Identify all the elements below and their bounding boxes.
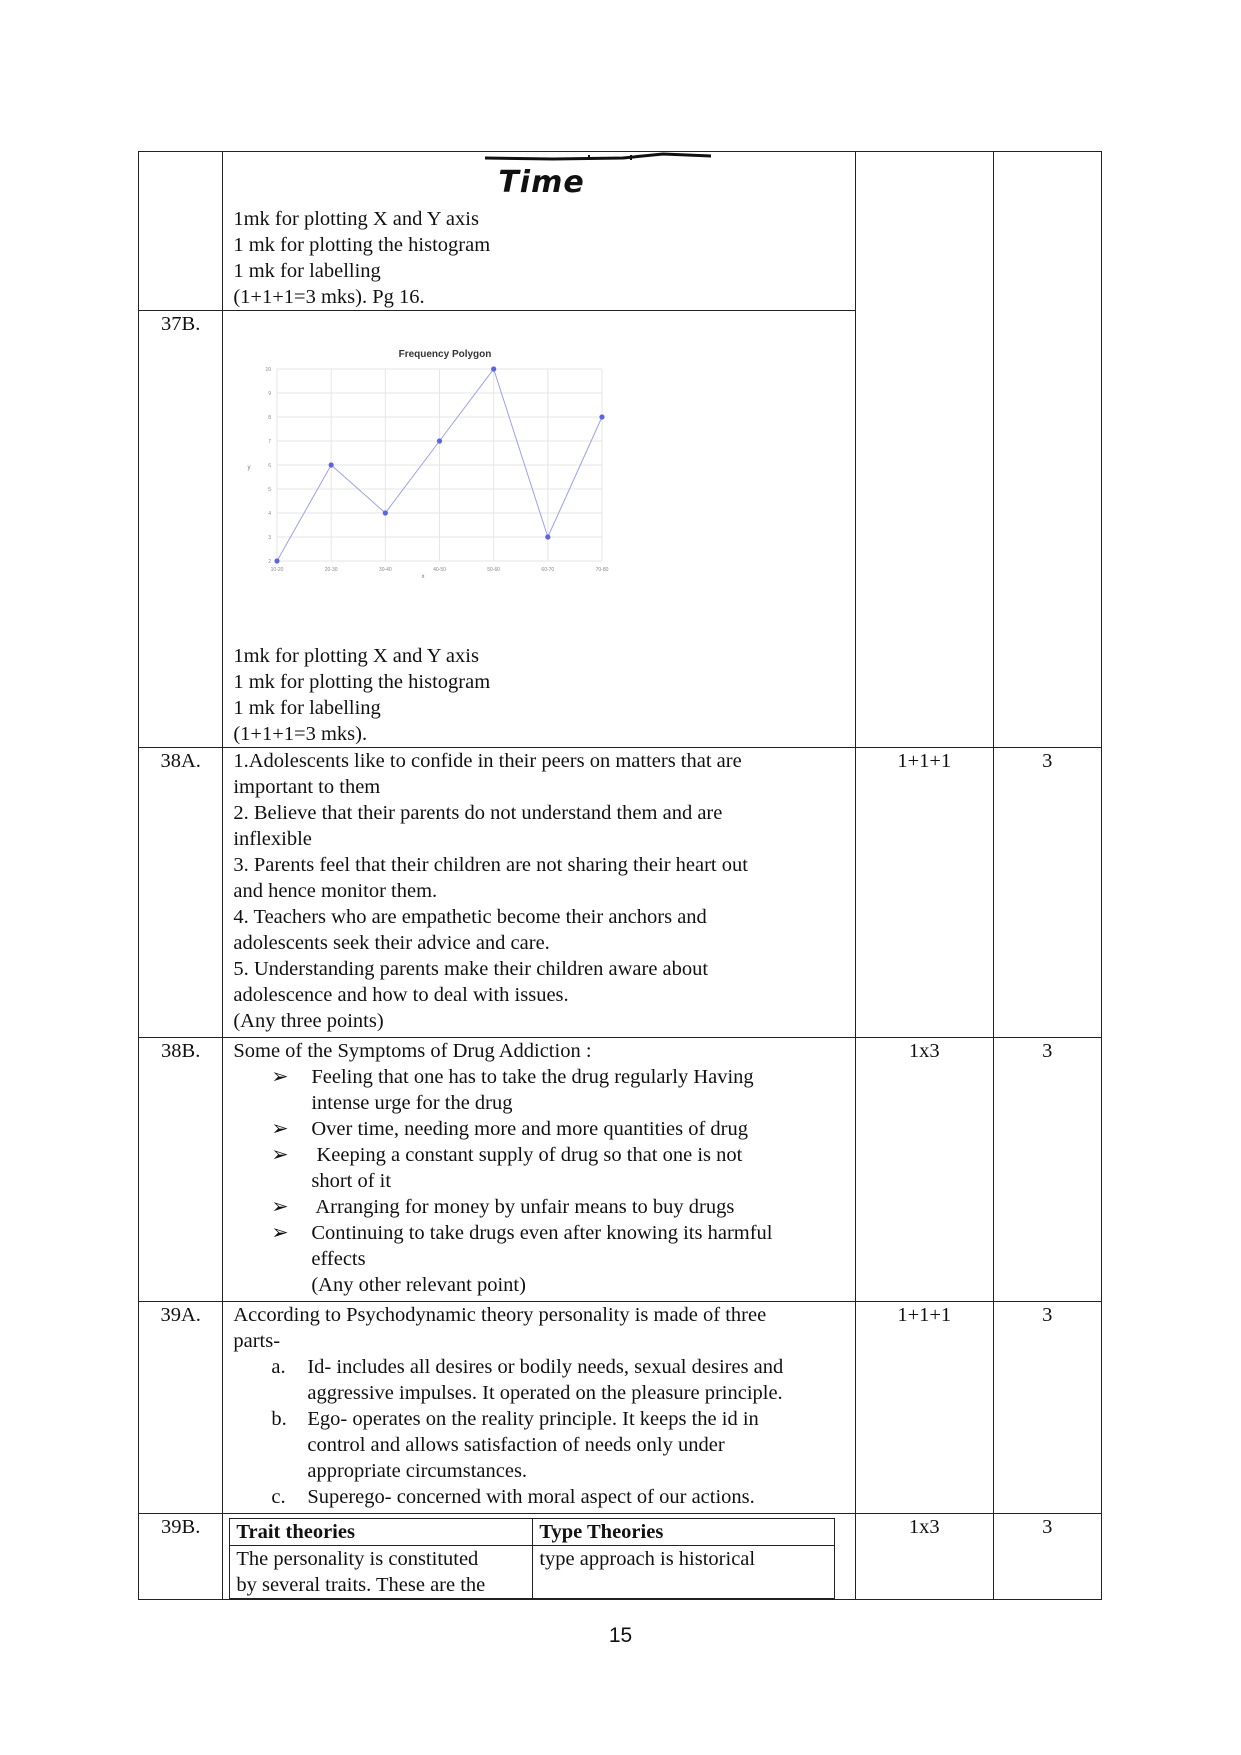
- handwritten-label: Time: [498, 165, 585, 200]
- answer-cell: [223, 1038, 856, 1302]
- total-marks: 3: [1042, 750, 1053, 772]
- marks-breakdown: 1x3: [908, 1516, 940, 1538]
- x-tick-label: 50-60: [487, 567, 501, 573]
- theories-comparison-table: [229, 1518, 835, 1599]
- marks-breakdown: 1+1+1: [897, 750, 952, 772]
- frequency-polygon-chart: [233, 351, 849, 669]
- criteria-line: 1 mk for plotting the histogram: [233, 234, 491, 256]
- marking-scheme-table: [138, 151, 1102, 1600]
- list-marker: b.: [271, 1408, 287, 1430]
- data-point: [437, 438, 442, 443]
- answer-cell: [223, 1302, 856, 1514]
- list-text: Ego- operates on the reality principle. It keeps the id in: [307, 1408, 759, 1430]
- page-number: 15: [608, 1624, 633, 1647]
- list-text: aggressive impulses. It operated on the pleasure principle.: [307, 1382, 783, 1404]
- qid-cell: [139, 1038, 223, 1302]
- answer-line: parts-: [233, 1330, 281, 1352]
- answer-cell: [223, 748, 856, 1038]
- arrow-bullet-icon: ➢: [271, 1196, 289, 1218]
- qid-cell: [139, 1514, 223, 1600]
- question-number: 39B.: [161, 1516, 201, 1538]
- type-theories-cell: [533, 1546, 835, 1599]
- comparison-header-row: [230, 1519, 835, 1546]
- bullet-item: [233, 1142, 849, 1194]
- answer-line: 2. Believe that their parents do not understand them and are: [233, 802, 723, 824]
- y-tick-label: 2: [268, 559, 272, 565]
- bullet-text: short of it: [311, 1170, 392, 1192]
- answer-cell: [223, 311, 856, 748]
- row-39a: [139, 1302, 1102, 1514]
- trait-theories-header: Trait theories: [230, 1519, 533, 1546]
- bullet-text: Arranging for money by unfair means to buy drugs: [311, 1196, 735, 1218]
- total-marks: 3: [1042, 1040, 1053, 1062]
- y-tick-label: 9: [268, 391, 272, 397]
- x-tick-label: 10-20: [270, 567, 284, 573]
- criteria-line: 1 mk for labelling: [233, 260, 381, 282]
- y-tick-label: 7: [268, 439, 272, 445]
- arrow-bullet-icon: ➢: [271, 1222, 289, 1244]
- row-37a-continued: [139, 152, 1102, 311]
- bullet-item: [233, 1194, 849, 1220]
- qid-cell: [139, 1302, 223, 1514]
- answer-line: important to them: [233, 776, 381, 798]
- type-theories-header: Type Theories: [533, 1519, 835, 1546]
- criteria-line: 1 mk for labelling: [233, 697, 381, 719]
- list-text: Id- includes all desires or bodily needs, sexual desires and: [307, 1356, 784, 1378]
- marks-cell: [855, 1302, 993, 1514]
- list-marker: a.: [271, 1356, 286, 1378]
- qid-cell: [139, 748, 223, 1038]
- bullet-text: intense urge for the drug: [311, 1092, 513, 1114]
- data-point: [329, 462, 334, 467]
- question-number: 39A.: [160, 1304, 201, 1326]
- y-axis-ticks: [266, 367, 272, 565]
- arrow-bullet-icon: ➢: [271, 1066, 289, 1088]
- row-38b: [139, 1038, 1102, 1302]
- list-text: Superego- concerned with moral aspect of our actions.: [307, 1486, 755, 1508]
- qid-cell: [139, 152, 223, 311]
- total-cell: [993, 1038, 1101, 1302]
- y-tick-label: 10: [265, 367, 272, 373]
- answer-cell: [223, 1514, 856, 1600]
- answer-line: adolescents seek their advice and care.: [233, 932, 550, 954]
- total-cell: [993, 152, 1101, 748]
- trait-theories-cell: [230, 1546, 533, 1599]
- question-number: 37B.: [161, 313, 201, 335]
- y-tick-label: 6: [268, 463, 272, 469]
- y-axis-label: y: [247, 465, 251, 471]
- bullet-item: [233, 1064, 849, 1116]
- x-tick-label: 40-50: [433, 567, 447, 573]
- total-cell: [993, 748, 1101, 1038]
- y-tick-label: 3: [268, 535, 272, 541]
- marks-cell: [855, 1514, 993, 1600]
- marks-cell: [855, 152, 993, 748]
- total-marks: 3: [1042, 1304, 1053, 1326]
- row-38a: [139, 748, 1102, 1038]
- y-tick-label: 8: [268, 415, 272, 421]
- question-number: 38B.: [161, 1040, 201, 1062]
- answer-cell: [223, 152, 856, 311]
- answer-note: (Any other relevant point): [311, 1274, 526, 1296]
- criteria-line: (1+1+1=3 mks). Pg 16.: [233, 286, 425, 308]
- bullet-text: Keeping a constant supply of drug so that one is not: [311, 1144, 743, 1166]
- answer-line: and hence monitor them.: [233, 880, 438, 902]
- data-point: [600, 414, 605, 419]
- qid-cell: [139, 311, 223, 748]
- cell-text: The personality is constituted: [236, 1548, 479, 1570]
- bullet-text: Feeling that one has to take the drug regularly Having: [311, 1066, 754, 1088]
- axis-stroke: [485, 154, 711, 159]
- answer-line: 1.Adolescents like to confide in their peers on matters that are: [233, 750, 742, 772]
- answer-line: 5. Understanding parents make their children aware about: [233, 958, 709, 980]
- bullet-item: [233, 1220, 849, 1272]
- x-tick-label: 30-40: [379, 567, 393, 573]
- arrow-bullet-icon: ➢: [271, 1144, 289, 1166]
- answer-line: According to Psychodynamic theory personality is made of three: [233, 1304, 767, 1326]
- answer-line: 3. Parents feel that their children are not sharing their heart out: [233, 854, 748, 876]
- list-marker: c.: [271, 1486, 286, 1508]
- x-tick-label: 60-70: [541, 567, 555, 573]
- x-axis-label: x: [421, 574, 425, 580]
- criteria-line: 1mk for plotting X and Y axis: [233, 208, 479, 230]
- criteria-line: 1 mk for plotting the histogram: [233, 671, 491, 693]
- handwritten-sketch: [233, 152, 849, 220]
- data-point: [275, 558, 280, 563]
- answer-line: 4. Teachers who are empathetic become their anchors and: [233, 906, 707, 928]
- x-axis-ticks: [271, 567, 609, 573]
- list-item: [233, 1354, 849, 1406]
- marks-cell: [855, 1038, 993, 1302]
- answer-line: (Any three points): [233, 1010, 384, 1032]
- total-cell: [993, 1514, 1101, 1600]
- total-marks: 3: [1042, 1516, 1053, 1538]
- comparison-row: [230, 1546, 835, 1599]
- chart-svg: [247, 345, 647, 663]
- data-point: [546, 534, 551, 539]
- cell-text: by several traits. These are the: [236, 1574, 486, 1596]
- row-39b: [139, 1514, 1102, 1600]
- x-tick-label: 20-30: [325, 567, 338, 573]
- bullet-text: Continuing to take drugs even after knowing its harmful: [311, 1222, 773, 1244]
- criteria-line: (1+1+1=3 mks).: [233, 723, 368, 745]
- data-point: [383, 510, 388, 515]
- answer-heading: Some of the Symptoms of Drug Addiction :: [233, 1040, 592, 1062]
- marks-cell: [855, 748, 993, 1038]
- arrow-bullet-icon: ➢: [271, 1118, 289, 1140]
- marks-breakdown: 1x3: [908, 1040, 940, 1062]
- total-cell: [993, 1302, 1101, 1514]
- chart-title: Frequency Polygon: [398, 349, 492, 360]
- chart-grid: [277, 369, 602, 561]
- bullet-text: effects: [311, 1248, 366, 1270]
- answer-line: adolescence and how to deal with issues.: [233, 984, 569, 1006]
- cell-text: type approach is historical: [539, 1548, 756, 1570]
- answer-line: inflexible: [233, 828, 312, 850]
- x-tick-label: 70-80: [595, 567, 609, 573]
- list-item: [233, 1406, 849, 1484]
- list-item: [233, 1484, 849, 1510]
- list-text: control and allows satisfaction of needs only under: [307, 1434, 725, 1456]
- marks-breakdown: 1+1+1: [897, 1304, 952, 1326]
- question-number: 38A.: [160, 750, 201, 772]
- criteria-line: 1mk for plotting X and Y axis: [233, 645, 479, 667]
- data-point: [491, 366, 496, 371]
- bullet-text: Over time, needing more and more quantities of drug: [311, 1118, 748, 1140]
- y-tick-label: 5: [268, 487, 272, 493]
- y-tick-label: 4: [268, 511, 272, 517]
- list-text: appropriate circumstances.: [307, 1460, 528, 1482]
- bullet-item: [233, 1116, 849, 1142]
